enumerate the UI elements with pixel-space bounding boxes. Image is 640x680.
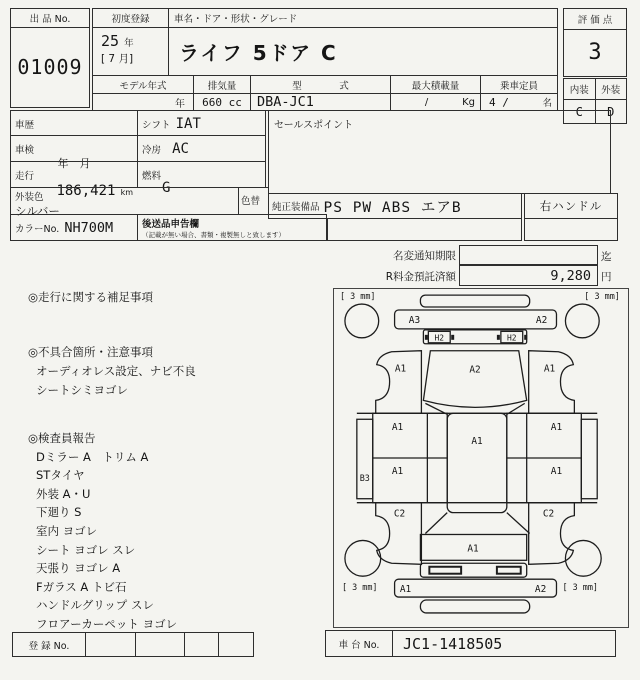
body-color-label: 外装色	[15, 192, 44, 203]
first-registration-month: [ 7 月]	[101, 53, 134, 65]
car-name-label: 車名・ドア・形状・グレード	[168, 8, 558, 28]
first-registration-label: 初度登録	[93, 9, 168, 28]
first-registration-year: 25	[101, 32, 120, 50]
seating-unit: 名	[542, 98, 552, 109]
grade-value: 3	[588, 40, 602, 65]
displacement-value: 660 cc	[193, 93, 251, 111]
empty-cell-steering	[524, 218, 618, 241]
inspection-value: 年 月	[57, 157, 91, 170]
section-inspector-report	[28, 429, 177, 634]
section-mileage-notes	[28, 289, 153, 305]
rear-glass-strip	[420, 600, 529, 613]
panel-quarter-right-code: C2	[542, 508, 555, 520]
registration-no-cell	[12, 632, 254, 657]
taillight-right	[497, 567, 521, 574]
wheel-front-left	[345, 304, 379, 338]
cooling-cell	[137, 135, 266, 162]
panel-hood-code: A2	[469, 364, 481, 376]
headlight-tab	[497, 335, 500, 340]
name-change-label: 名変通知期限	[393, 250, 456, 262]
panel-door-rear-right-code: A1	[550, 465, 563, 477]
wheel-front-right	[565, 304, 599, 338]
first-registration-year-suffix: 年	[124, 38, 134, 49]
rear-window-right-line	[507, 513, 530, 534]
mileage-label: 走行	[15, 171, 35, 182]
inspection-cell	[10, 135, 138, 170]
model-code-value: DBA-JC1	[250, 93, 391, 111]
fuel-cell	[137, 161, 266, 196]
recycle-deposit-suffix: 円	[601, 271, 612, 283]
mileage-notes-title: ◎走行に関する補足事項	[28, 290, 154, 304]
history-cell	[10, 110, 138, 136]
max-load-label: 最大積載量	[390, 75, 481, 94]
recycle-deposit-label: R料金預託済額	[385, 271, 456, 283]
body-color-cell	[10, 187, 239, 218]
panel-rocker-left-code: B3	[359, 472, 370, 483]
taillight-left	[429, 567, 461, 574]
auction-no-value: 01009	[17, 55, 83, 79]
history-label: 車歴	[15, 120, 35, 131]
sales-point-cell	[268, 110, 611, 194]
registration-no-blank	[219, 633, 253, 656]
grade-cell	[563, 8, 627, 77]
panel-front-bumper-right-code: A2	[535, 314, 548, 326]
rear-bumper	[395, 579, 557, 597]
late-delivery-label: 後送品申告欄	[142, 219, 200, 230]
panel-headlight-left-code: H2	[434, 333, 445, 343]
tire-label-rear-left: [ 3 mm]	[341, 582, 378, 593]
factory-equipment-cell	[268, 193, 522, 219]
cooling-label: 冷房	[142, 145, 162, 156]
report-line: ハンドルグリップ スレ	[36, 598, 154, 613]
chassis-no-cell	[325, 630, 616, 657]
report-line: 室内 ヨゴレ	[36, 523, 98, 538]
taillight-strip	[420, 563, 526, 577]
panel-headlight-right-code: H2	[507, 333, 517, 343]
exterior-label: 外装	[601, 85, 621, 96]
wheel-rear-left	[345, 540, 381, 576]
panel-quarter-left-code: C2	[393, 508, 406, 520]
factory-equipment-label: 純正装備品	[272, 202, 320, 213]
steering-cell: 右ハンドル	[524, 193, 618, 219]
headlight-tab	[524, 335, 527, 340]
headlight-tab	[451, 335, 454, 340]
registration-no-blank	[136, 633, 185, 656]
roof	[447, 413, 507, 512]
inspection-label: 車検	[15, 145, 35, 156]
chassis-no-label: 車 台 No.	[326, 631, 393, 656]
model-year-value: 年	[92, 93, 194, 111]
grade-label: 評 価 点	[564, 9, 626, 30]
name-change-value-box	[459, 245, 598, 265]
panel-tailgate-code: A1	[467, 543, 479, 555]
auction-no-cell	[10, 8, 90, 108]
color-no-label: カラーNo.	[15, 224, 60, 235]
interior-value: C	[564, 100, 596, 123]
defects-title: ◎不具合箇所・注意事項	[28, 345, 154, 359]
mileage-value: 186,421	[56, 183, 116, 199]
first-registration-cell	[92, 8, 169, 76]
empty-cell-equipment	[327, 218, 522, 241]
shift-value: IAT	[175, 116, 201, 132]
report-line: 外装 A・U	[36, 486, 91, 501]
panel-fender-right-code: A1	[543, 363, 556, 375]
car-name-value: ライフ 5ドア C	[168, 27, 558, 76]
exterior-value: D	[607, 104, 615, 119]
report-line: フロアーカーペット ヨゴレ	[36, 616, 178, 631]
seating-label: 乗車定員	[480, 75, 558, 94]
fender-right	[529, 351, 575, 414]
color-change-cell	[238, 187, 269, 215]
panel-door-rear-left-code: A1	[391, 465, 404, 477]
rear-window-left-line	[425, 513, 447, 534]
shift-label: シフト	[142, 120, 171, 131]
fuel-value: G	[162, 180, 171, 196]
headlight-tab	[425, 335, 428, 340]
max-load-unit: Kg	[462, 96, 475, 108]
defect-line: オーディオレス設定、ナビ不良	[36, 364, 196, 378]
color-no-cell	[10, 214, 138, 241]
panel-door-front-right-code: A1	[550, 422, 563, 434]
rocker-left	[357, 419, 373, 498]
color-change-label: 色替	[241, 196, 261, 207]
fuel-label: 燃料	[142, 171, 162, 182]
section-defects	[28, 343, 196, 400]
model-year-label: モデル年式	[92, 75, 194, 94]
interior-label: 内装	[564, 79, 596, 99]
front-glass-strip	[420, 295, 529, 307]
chassis-no-value: JC1-1418505	[403, 634, 503, 653]
recycle-deposit-value-box	[459, 265, 598, 286]
car-diagram	[334, 289, 628, 627]
hood	[423, 351, 526, 408]
body-color-value: シルバー	[15, 204, 60, 218]
tire-label-front-right: [ 3 mm]	[584, 291, 620, 302]
report-line: 天張り ヨゴレ A	[36, 561, 121, 576]
report-line: STタイヤ	[36, 468, 85, 483]
mileage-unit: km	[120, 188, 133, 197]
color-no-value: NH700M	[64, 220, 114, 236]
registration-no-blank	[86, 633, 136, 656]
panel-rear-bumper-right-code: A2	[534, 584, 547, 596]
cooling-value: AC	[172, 141, 189, 157]
rocker-right	[581, 419, 597, 498]
max-load-value: /	[424, 96, 429, 108]
panel-door-front-left-code: A1	[391, 422, 404, 434]
panel-roof-code: A1	[471, 436, 483, 448]
auction-no-label: 出 品 No.	[11, 9, 89, 28]
registration-no-blank	[185, 633, 219, 656]
inspector-report-title: ◎検査員報告	[28, 431, 96, 445]
report-line: シート ヨゴレ スレ	[36, 542, 136, 557]
tire-label-front-left: [ 3 mm]	[339, 291, 376, 302]
sales-point-label: セールスポイント	[274, 120, 354, 131]
report-line: Dミラー A トリム A	[36, 449, 149, 464]
displacement-label: 排気量	[193, 75, 251, 94]
report-line: Fガラス A トビ石	[36, 579, 127, 594]
name-change-suffix: 迄	[601, 251, 612, 263]
panel-fender-left-code: A1	[394, 363, 407, 375]
factory-equipment-value: PS PW ABS エアB	[323, 199, 462, 216]
seating-value: 4 /	[489, 95, 509, 109]
shift-cell	[137, 110, 266, 136]
wheel-rear-right	[565, 540, 601, 576]
model-code-label: 型 式	[250, 75, 391, 94]
recycle-deposit-value: 9,280	[550, 267, 591, 284]
late-delivery-note: （記載が無い場合、書類・複製無しと致します）	[142, 231, 285, 239]
report-line: 下廻り S	[36, 505, 82, 520]
panel-rear-bumper-left-code: A1	[399, 584, 412, 596]
tire-label-rear-right: [ 3 mm]	[562, 582, 599, 593]
fender-left	[376, 351, 422, 414]
defect-line: シートシミヨゴレ	[36, 383, 128, 397]
registration-no-label: 登 録 No.	[13, 633, 86, 656]
panel-front-bumper-left-code: A3	[408, 314, 421, 326]
car-diagram-box	[333, 288, 629, 628]
